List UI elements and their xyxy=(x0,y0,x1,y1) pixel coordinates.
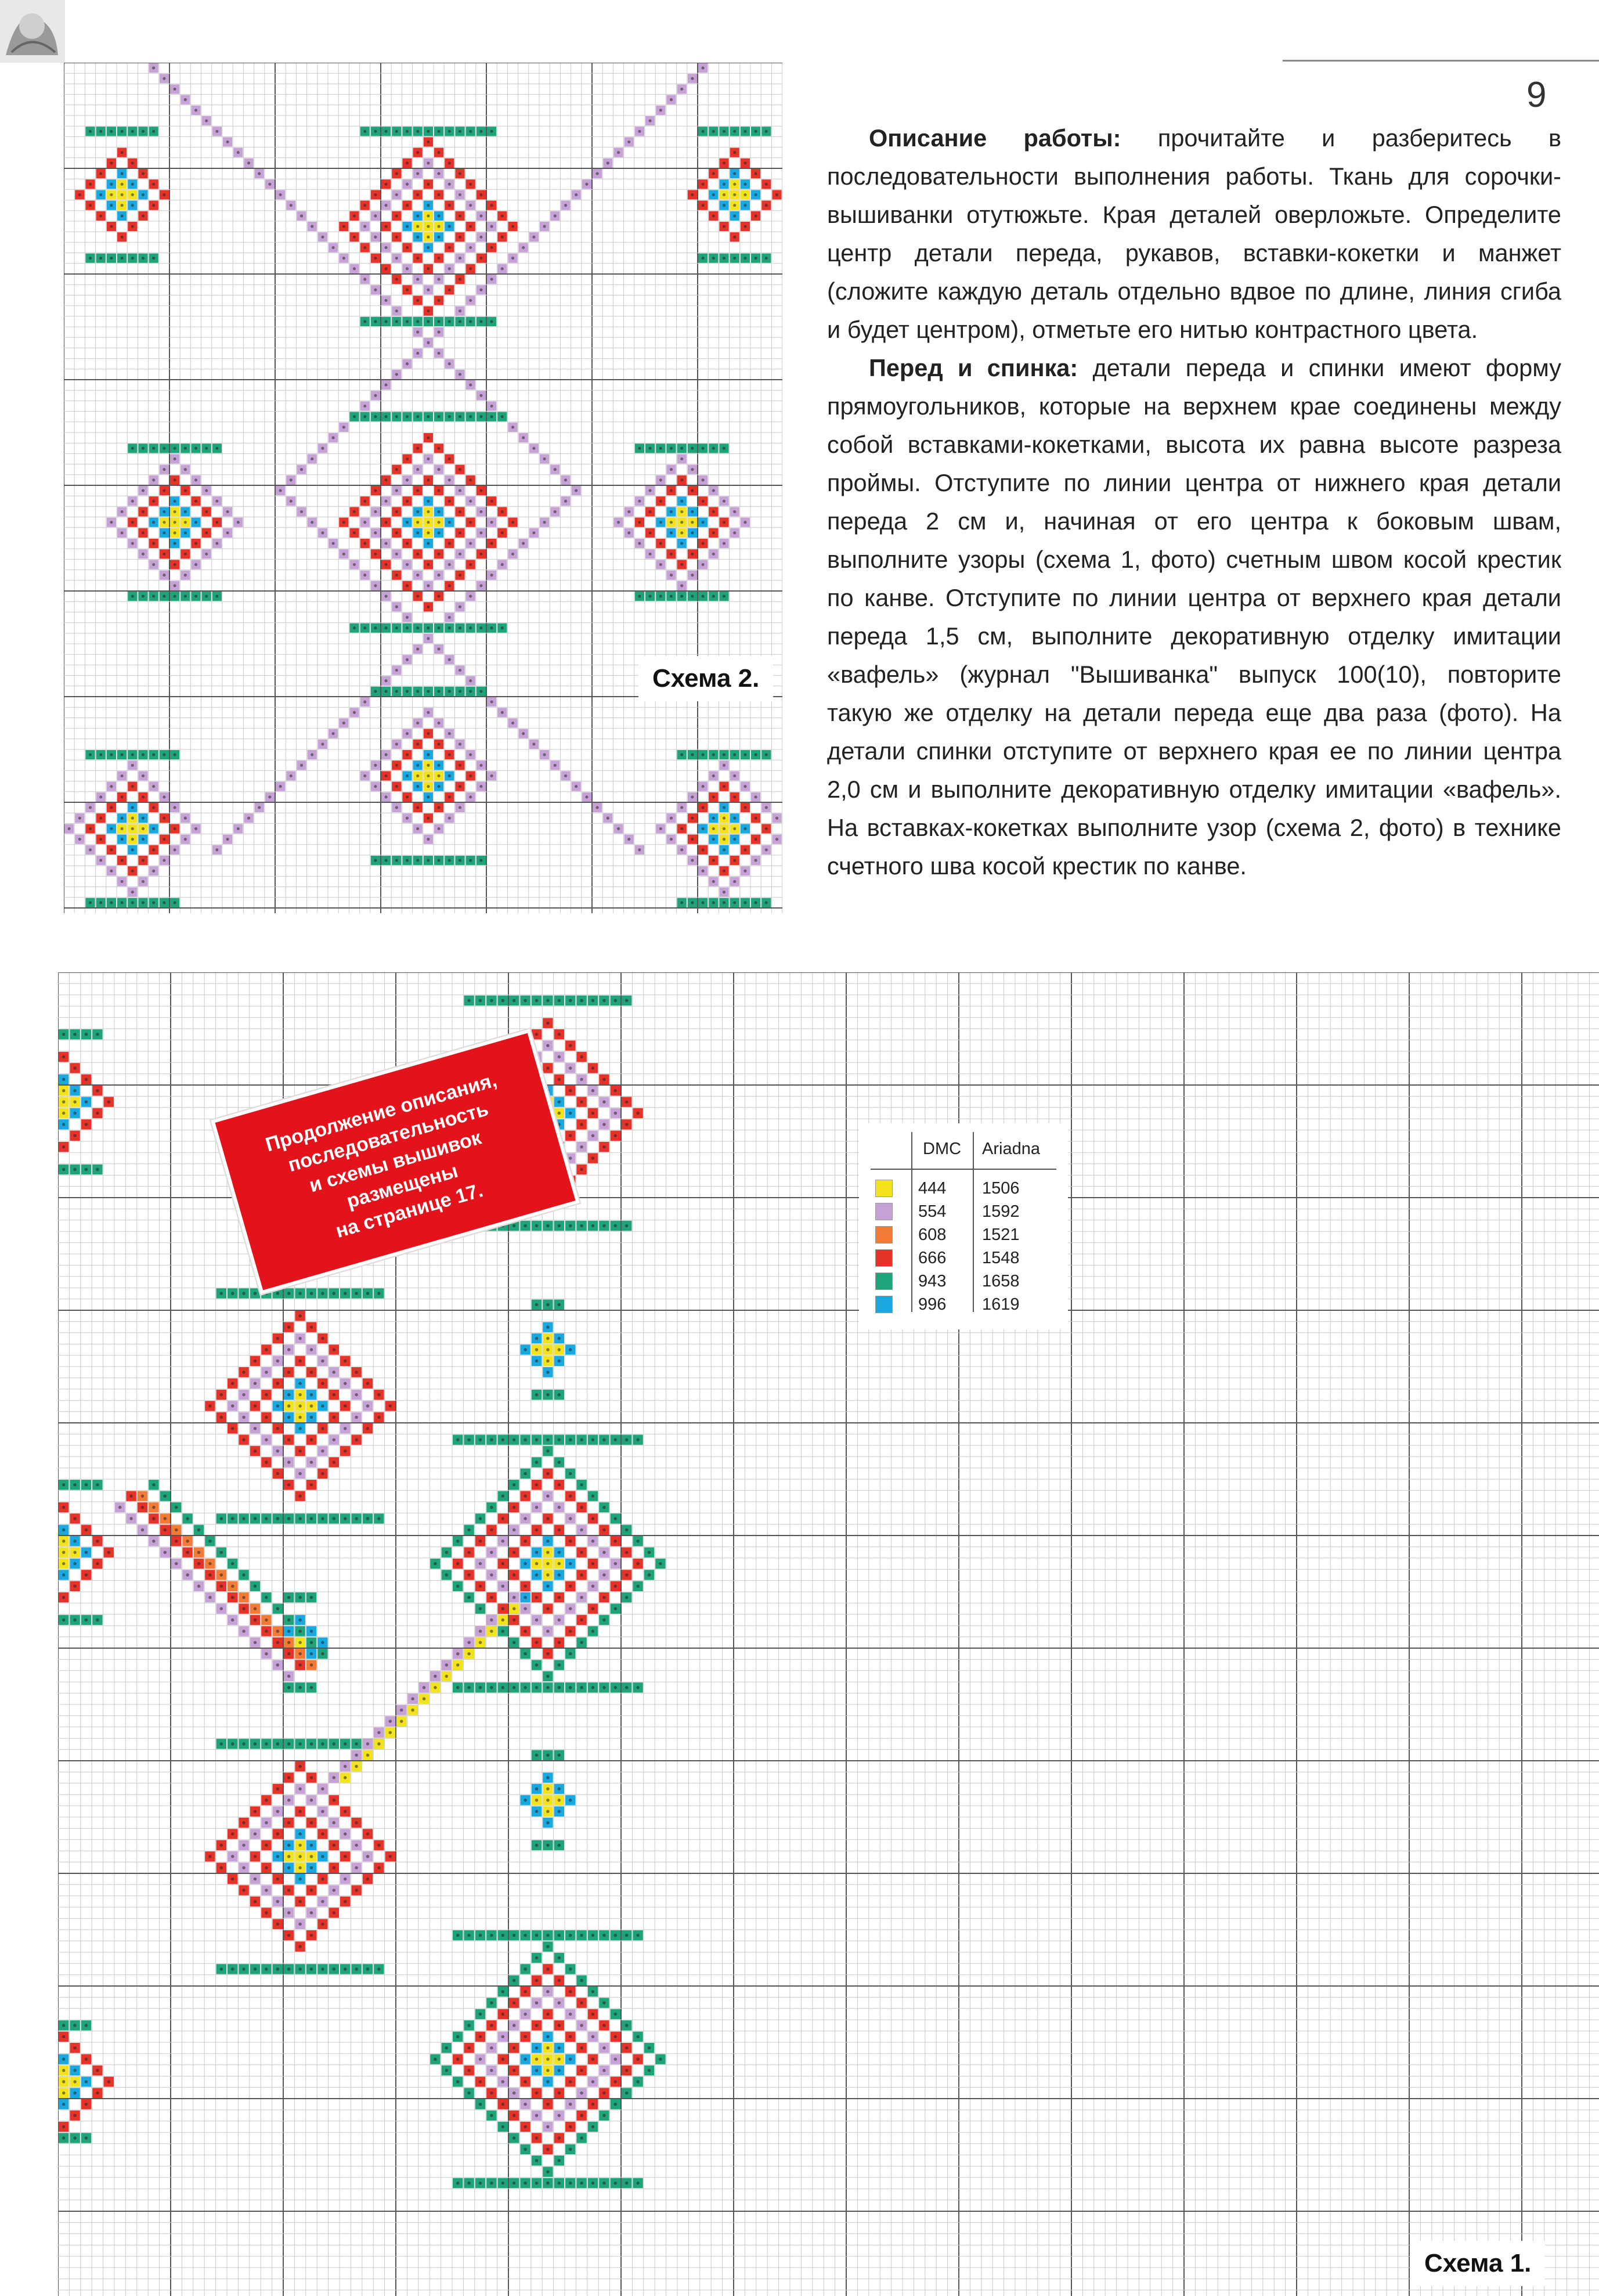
continuation-note-text: Продолжение описания, последовательность и схемы вышивок размещены на странице 17. xyxy=(263,1069,500,1242)
legend-header-rule xyxy=(871,1169,1056,1170)
corner-ornament-image xyxy=(0,0,65,63)
legend-ariadna-code: 1592 xyxy=(982,1202,1020,1221)
legend-header-dmc: DMC xyxy=(923,1140,962,1158)
color-legend xyxy=(859,1123,1068,1329)
dot-orange-icon xyxy=(875,1226,893,1243)
page-number: 9 xyxy=(1526,75,1547,115)
legend-row xyxy=(875,1200,1020,1223)
legend-row xyxy=(875,1223,1020,1246)
legend-dmc-code: 554 xyxy=(918,1202,947,1221)
scheme-2-chart xyxy=(64,63,782,913)
ring-green-icon xyxy=(875,1273,893,1290)
legend-ariadna-code: 1521 xyxy=(982,1225,1020,1244)
legend-row xyxy=(875,1270,1020,1293)
work-description xyxy=(827,119,1561,885)
legend-dmc-code: 608 xyxy=(918,1225,947,1244)
plus-red-icon xyxy=(875,1249,893,1267)
legend-header-ariadna: Ariadna xyxy=(982,1140,1040,1158)
cross-yellow-icon xyxy=(875,1180,893,1197)
legend-row xyxy=(875,1177,1020,1200)
legend-ariadna-code: 1548 xyxy=(982,1248,1020,1267)
legend-row xyxy=(875,1246,1020,1270)
description-paragraph-2 xyxy=(827,349,1561,885)
header-rule xyxy=(1283,56,1599,60)
legend-ariadna-code: 1506 xyxy=(982,1178,1020,1198)
legend-dmc-code: 943 xyxy=(918,1271,947,1291)
legend-dmc-code: 666 xyxy=(918,1248,947,1267)
legend-ariadna-code: 1658 xyxy=(982,1271,1020,1291)
star-lilac-icon xyxy=(875,1203,893,1220)
scheme-2-caption: Схема 2. xyxy=(638,656,773,701)
description-paragraph-1 xyxy=(827,119,1561,349)
scheme-1-caption: Схема 1. xyxy=(1410,2241,1545,2286)
dot-blue-icon xyxy=(875,1296,893,1313)
legend-row xyxy=(875,1293,1020,1316)
description-text-2: детали переда и спинки имеют форму прямоугольников, которые на верхнем крае соединены между собой вставками-кокетками, высота их равна высоте разреза проймы. Отступите по линии центра от нижнего края детали переда 2 см и, начиная от его центра к боковым швам, выполните узоры (схема 1, фото) счетным швом косой крестик по канве. Отступите по линии центра от верхнего края детали переда 1,5 см, выполните декоративную отделку имитации «вафель» (журнал "Вышиванка" выпуск 100(10), повторите такую же отделку на детали переда еще два раза (фото). На детали спинки отступите от верхнего края ее по линии центра 2,0 см и выполните декоративную отделку имитации «вафель». На вставках-кокетках выполните узор (схема 2, фото) в технике счетного шва косой крестик по канве. xyxy=(827,354,1561,880)
description-heading-2: Перед и спинка: xyxy=(869,354,1078,381)
legend-ariadna-code: 1619 xyxy=(982,1295,1020,1314)
description-text-1: прочитайте и разберитесь в последовательности выполнения работы. Ткань для сорочки-вышиванки отутюжьте. Края деталей оверложьте. Определите центр детали переда, рукавов, вставки-кокетки и манжет (сложите каждую деталь отдельно вдвое по длине, линия сгиба и будет центром), отметьте его нитью контрастного цвета. xyxy=(827,124,1561,343)
description-heading-1: Описание работы: xyxy=(869,124,1121,152)
legend-dmc-code: 996 xyxy=(918,1295,947,1314)
legend-dmc-code: 444 xyxy=(918,1178,947,1198)
